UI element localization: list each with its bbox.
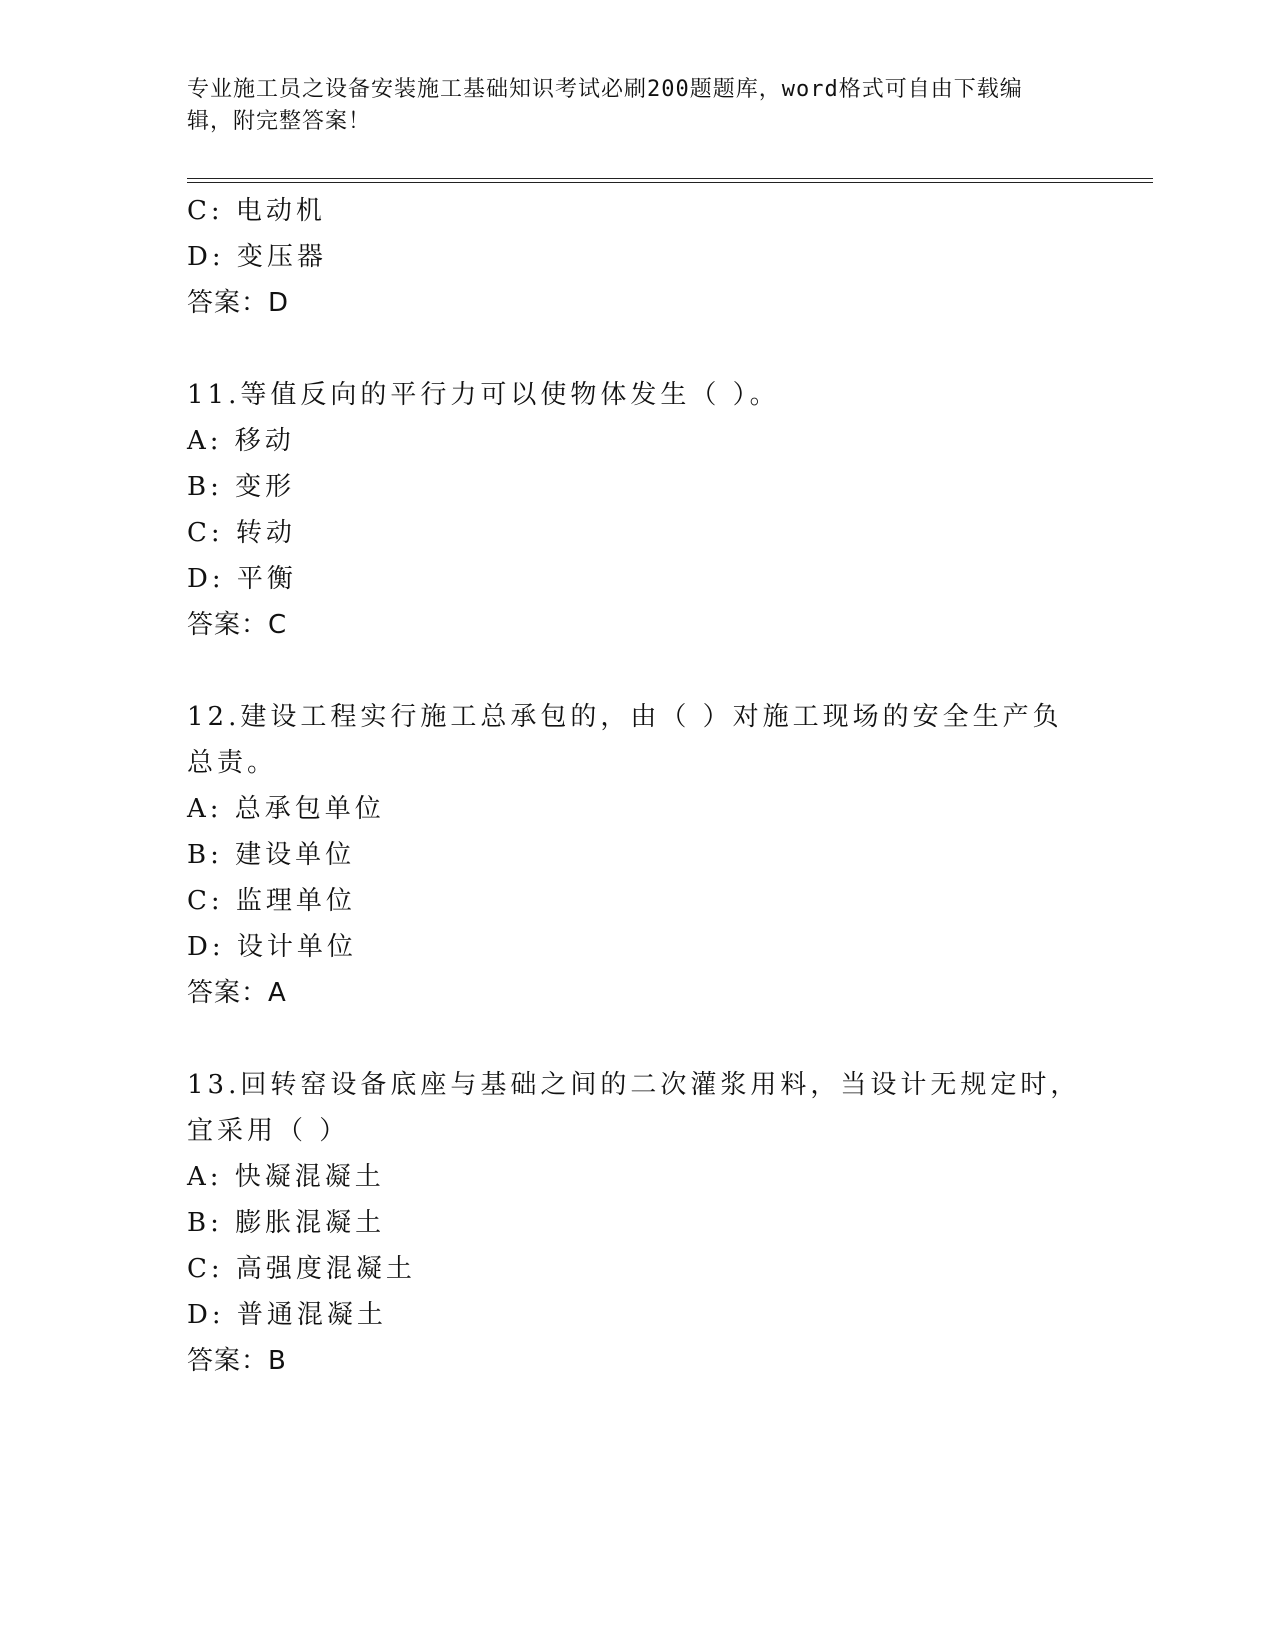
- question-11-option-d: D: 平衡: [187, 564, 297, 594]
- question-12-option-a: A: 总承包单位: [187, 794, 385, 824]
- question-12-answer: 答案：A: [187, 978, 287, 1008]
- document-body: [187, 188, 1087, 1384]
- answer-line: 答案：D: [187, 288, 290, 318]
- spacer: [187, 326, 1087, 372]
- header-divider: [187, 178, 1153, 183]
- question-11-option-c: C: 转动: [187, 518, 296, 548]
- spacer: [187, 1016, 1087, 1062]
- document-header: 专业施工员之设备安装施工基础知识考试必刷200题题库，word格式可自由下载编辑，附完整答案！: [187, 77, 1023, 134]
- question-11-answer: 答案：C: [187, 610, 288, 640]
- option-c: C: 电动机: [187, 196, 326, 226]
- question-13-answer: 答案：B: [187, 1346, 287, 1376]
- question-12-stem: 12.建设工程实行施工总承包的，由（ ）对施工现场的安全生产负总责。: [187, 702, 1063, 778]
- question-12-option-b: B: 建设单位: [187, 840, 356, 870]
- question-11-option-b: B: 变形: [187, 472, 296, 502]
- question-13-option-d: D: 普通混凝土: [187, 1300, 387, 1330]
- option-d: D: 变压器: [187, 242, 327, 272]
- spacer: [187, 648, 1087, 694]
- question-12-option-c: C: 监理单位: [187, 886, 356, 916]
- question-12-option-d: D: 设计单位: [187, 932, 357, 962]
- question-13-stem: 13.回转窑设备底座与基础之间的二次灌浆用料，当设计无规定时，宜采用（ ）: [187, 1070, 1081, 1146]
- question-11-option-a: A: 移动: [187, 426, 295, 456]
- question-11-stem: 11.等值反向的平行力可以使物体发生（ ）。: [187, 380, 780, 410]
- question-13-option-c: C: 高强度混凝土: [187, 1254, 416, 1284]
- question-13-option-a: A: 快凝混凝土: [187, 1162, 385, 1192]
- question-13-option-b: B: 膨胀混凝土: [187, 1208, 386, 1238]
